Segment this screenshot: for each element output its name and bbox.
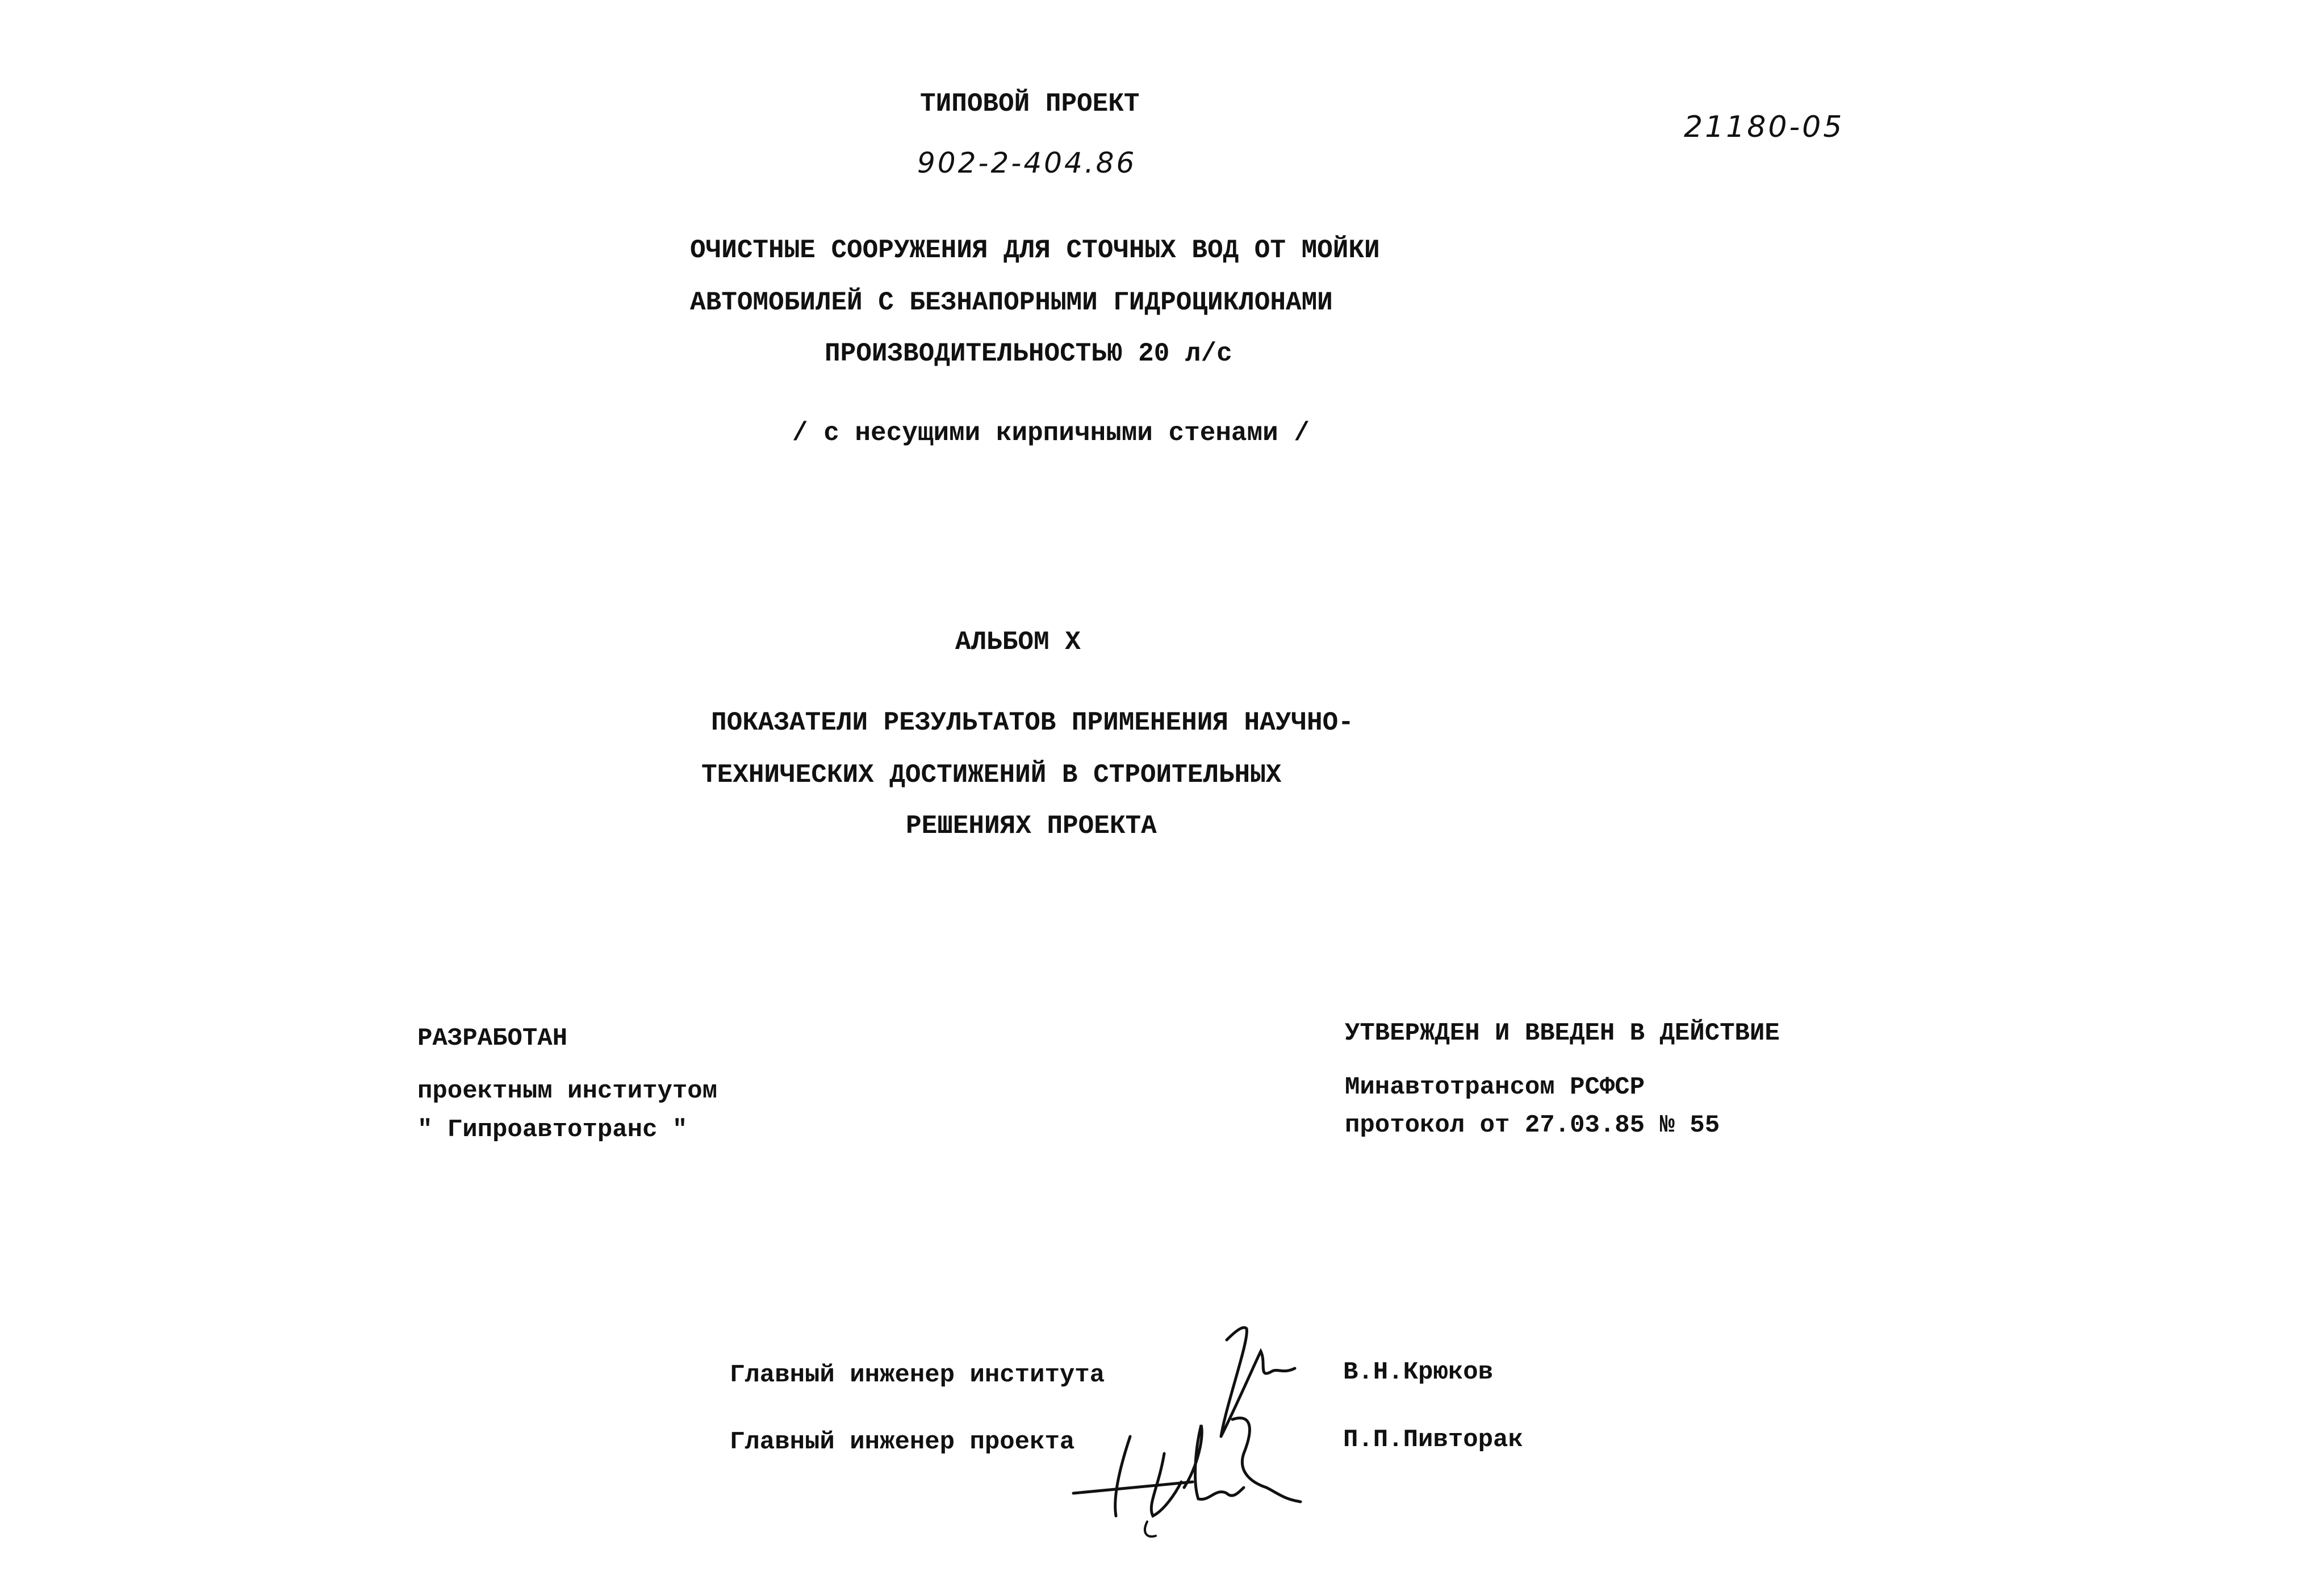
album-line-3: РЕШЕНИЯХ ПРОЕКТА bbox=[906, 811, 1157, 841]
approved-line-1: Минавтотрансом РСФСР bbox=[1345, 1073, 1645, 1101]
developed-line-2: " Гипроавтотранс " bbox=[417, 1116, 688, 1144]
title-line-1: ОЧИСТНЫЕ СООРУЖЕНИЯ ДЛЯ СТОЧНЫХ ВОД ОТ МОЙКИ bbox=[690, 236, 1380, 265]
approved-heading: УТВЕРЖДЕН И ВВЕДЕН В ДЕЙСТВИЕ bbox=[1345, 1019, 1780, 1048]
title-line-3: ПРОИЗВОДИТЕЛЬНОСТЬЮ 20 л/с bbox=[825, 339, 1232, 368]
approved-line-2: протокол от 27.03.85 № 55 bbox=[1345, 1111, 1720, 1140]
developed-heading: РАЗРАБОТАН bbox=[417, 1024, 568, 1053]
project-number: 902-2-404.86 bbox=[917, 146, 1137, 179]
developed-line-1: проектным институтом bbox=[417, 1077, 718, 1105]
signature-name-2: П.П.Пивторак bbox=[1343, 1426, 1523, 1454]
signature-2-mark bbox=[1062, 1402, 1323, 1544]
album-line-2: ТЕХНИЧЕСКИХ ДОСТИЖЕНИЙ В СТРОИТЕЛЬНЫХ bbox=[701, 760, 1282, 790]
album-label: АЛЬБОМ X bbox=[955, 627, 1081, 657]
signature-role-2: Главный инженер проекта bbox=[730, 1428, 1075, 1456]
signature-role-1: Главный инженер института bbox=[730, 1361, 1105, 1389]
album-line-1: ПОКАЗАТЕЛИ РЕЗУЛЬТАТОВ ПРИМЕНЕНИЯ НАУЧНО- bbox=[711, 708, 1354, 738]
signature-name-1: В.Н.Крюков bbox=[1343, 1358, 1494, 1386]
project-type-label: ТИПОВОЙ ПРОЕКТ bbox=[920, 89, 1140, 119]
title-line-2: АВТОМОБИЛЕЙ С БЕЗНАПОРНЫМИ ГИДРОЦИКЛОНАМИ bbox=[690, 288, 1333, 317]
title-subtitle: / с несущими кирпичными стенами / bbox=[792, 418, 1310, 448]
archive-code: 21180-05 bbox=[1684, 110, 1845, 144]
